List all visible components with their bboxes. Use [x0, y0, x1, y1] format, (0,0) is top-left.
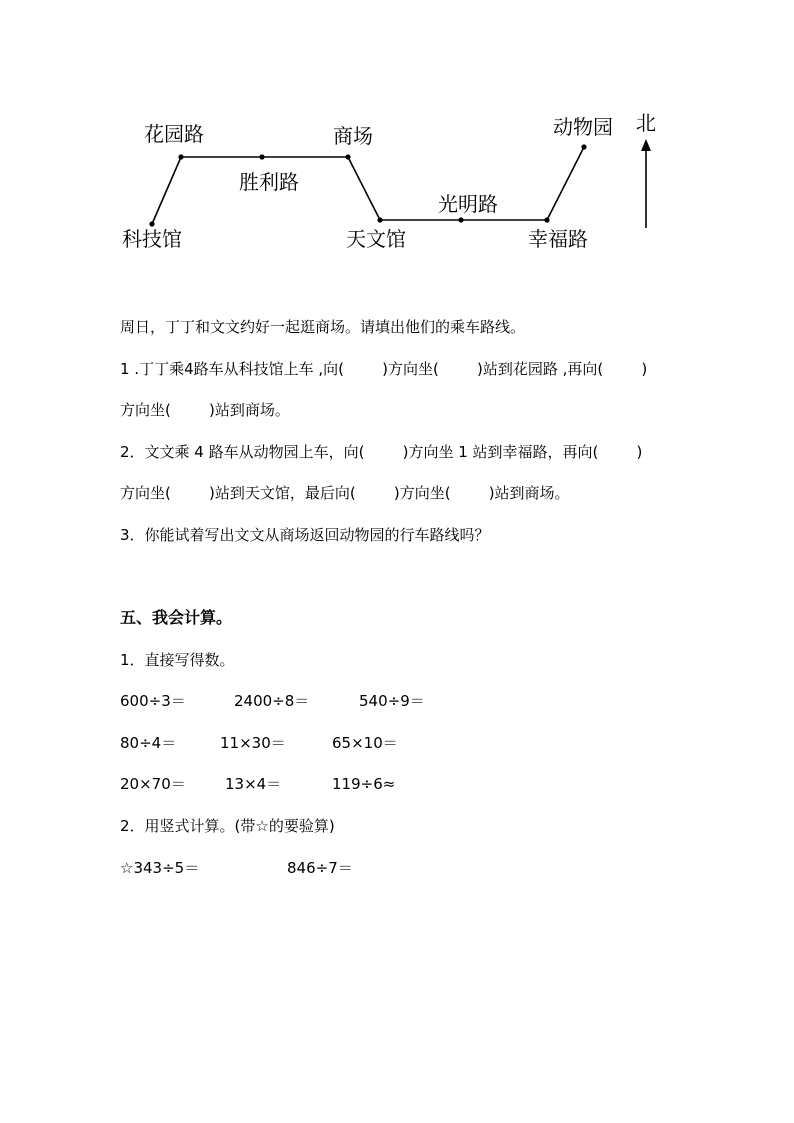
- label-kejiguan: 科技馆: [122, 227, 182, 251]
- stop-dongwuyuan-dot: [581, 144, 586, 149]
- bus-route-line: [152, 147, 584, 224]
- subsection-1-title: 1．直接写得数。: [120, 651, 235, 669]
- calc-item: 20×70＝: [120, 775, 186, 793]
- question-1-line-1: 1 .丁丁乘4路车从科技馆上车 ,向( )方向坐( )站到花园路 ,再向( ): [120, 360, 648, 378]
- stop-shenglilu-dot: [259, 154, 264, 159]
- label-guangminglu: 光明路: [438, 192, 498, 216]
- problem-intro: 周日，丁丁和文文约好一起逛商场。请填出他们的乘车路线。: [120, 318, 526, 336]
- stop-huayuanlu-dot: [178, 154, 183, 159]
- subsection-2-title: 2．用竖式计算。(带☆的要验算): [120, 817, 335, 835]
- stop-kejiguan-dot: [149, 221, 154, 226]
- label-shenglilu: 胜利路: [239, 170, 299, 194]
- stop-tianwenguan-dot: [377, 217, 382, 222]
- question-3: 3．你能试着写出文文从商场返回动物园的行车路线吗？: [120, 526, 490, 544]
- north-arrow-icon: [641, 139, 651, 151]
- stop-xingfulu-dot: [544, 217, 549, 222]
- label-xingfulu: 幸福路: [528, 227, 588, 251]
- label-north: 北: [636, 111, 656, 135]
- calc-item: 11×30＝: [220, 734, 286, 752]
- question-2-line-1: 2．文文乘 4 路车从动物园上车，向( )方向坐 1 站到幸福路，再向( ): [120, 443, 643, 461]
- calc-item: 80÷4＝: [120, 734, 177, 752]
- stop-shangchang-dot: [345, 154, 350, 159]
- question-1-line-2: 方向坐( )站到商场。: [120, 401, 290, 419]
- label-dongwuyuan: 动物园: [553, 115, 613, 139]
- calc-item: 65×10＝: [332, 734, 398, 752]
- question-2-line-2: 方向坐( )站到天文馆，最后向( )方向坐( )站到商场。: [120, 484, 570, 502]
- calc-item: ☆343÷5＝: [120, 859, 200, 877]
- calc-item: 2400÷8＝: [234, 692, 310, 710]
- calc-item: 540÷9＝: [359, 692, 425, 710]
- calc-item: 846÷7＝: [287, 859, 353, 877]
- calc-item: 13×4＝: [225, 775, 282, 793]
- label-shangchang: 商场: [333, 124, 373, 148]
- label-huayuanlu: 花园路: [144, 122, 204, 146]
- stop-guangminglu-dot: [458, 217, 463, 222]
- calc-item: 119÷6≈: [332, 775, 396, 793]
- calc-item: 600÷3＝: [120, 692, 186, 710]
- route-map: [0, 0, 794, 270]
- label-tianwenguan: 天文馆: [346, 227, 406, 251]
- section-5-heading: 五、我会计算。: [120, 608, 233, 627]
